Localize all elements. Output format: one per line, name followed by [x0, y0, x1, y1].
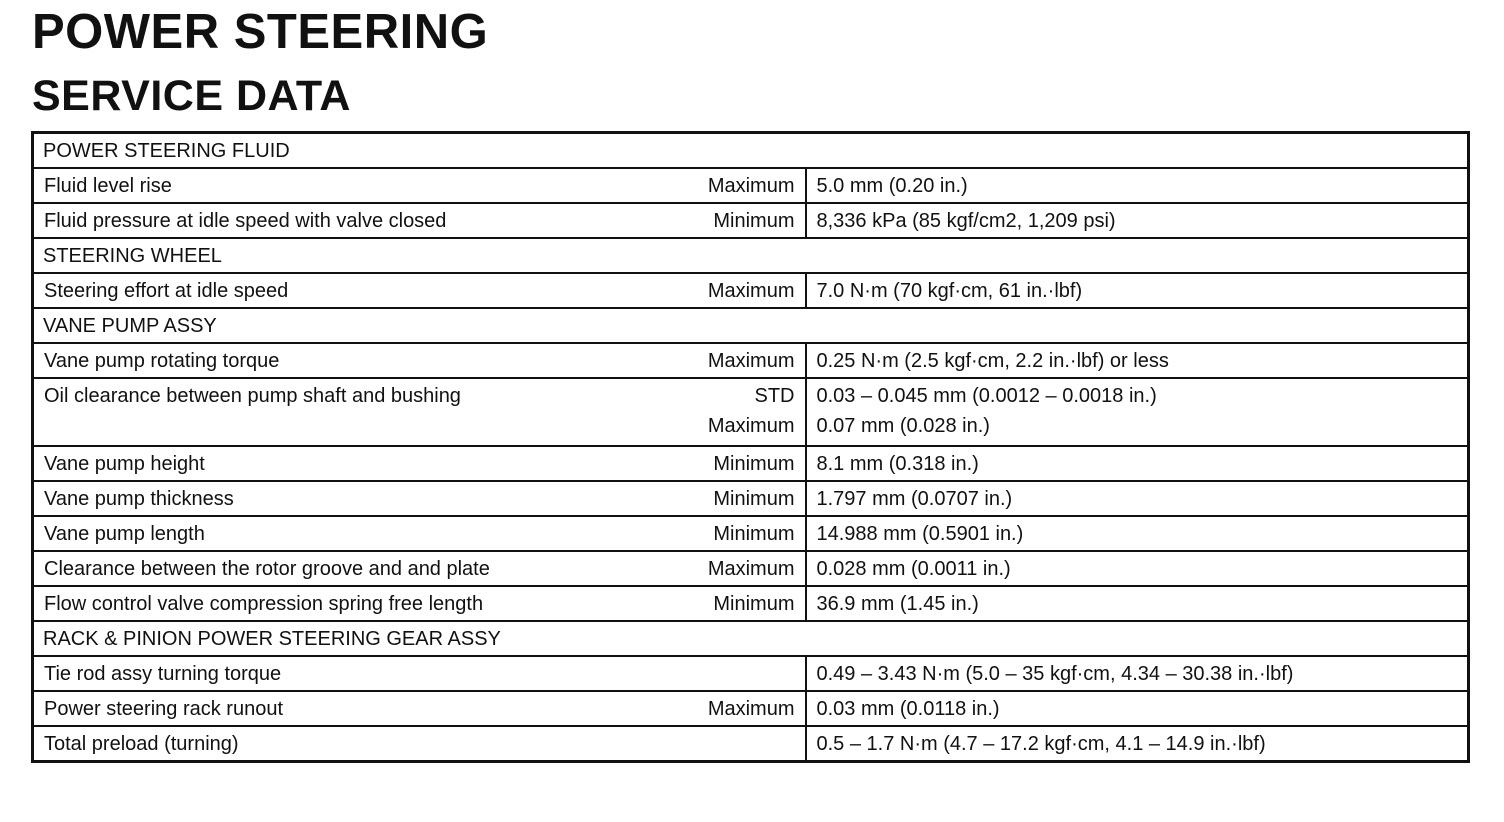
table-row — [33, 446, 1469, 481]
item-label: Vane pump rotating torque — [33, 343, 663, 378]
item-label: Steering effort at idle speed — [33, 273, 663, 308]
section-header-row — [33, 621, 1469, 656]
item-label: Vane pump height — [33, 446, 663, 481]
spec-value: 0.03 mm (0.0118 in.) — [806, 691, 1469, 726]
table-row — [33, 203, 1469, 238]
condition-label — [663, 726, 806, 762]
item-label: Total preload (turning) — [33, 726, 663, 762]
item-label: Flow control valve compression spring free length — [33, 586, 663, 621]
table-row — [33, 343, 1469, 378]
spec-value: 0.07 mm (0.028 in.) — [816, 415, 990, 437]
spec-value: 0.03 – 0.045 mm (0.0012 – 0.0018 in.) — [816, 385, 1157, 407]
condition-label: Maximum — [663, 273, 806, 308]
condition-label: Maximum — [663, 691, 806, 726]
spec-value: 0.49 – 3.43 N·m (5.0 – 35 kgf·cm, 4.34 – 30.38 in.·lbf) — [806, 656, 1469, 691]
condition-label: Minimum — [663, 516, 806, 551]
condition-label: Minimum — [663, 203, 806, 238]
section-header: POWER STEERING FLUID — [33, 133, 1469, 169]
table-row — [33, 656, 1469, 691]
section-header: STEERING WHEEL — [33, 238, 1469, 273]
condition-label: STD — [754, 385, 795, 407]
table-row — [33, 378, 1469, 446]
spec-value-stack — [806, 378, 1469, 446]
section-header-row — [33, 308, 1469, 343]
spec-value: 1.797 mm (0.0707 in.) — [806, 481, 1469, 516]
item-label: Clearance between the rotor groove and and plate — [33, 551, 663, 586]
item-label: Power steering rack runout — [33, 691, 663, 726]
table-row — [33, 516, 1469, 551]
item-label: Fluid level rise — [33, 168, 663, 203]
section-header: VANE PUMP ASSY — [33, 308, 1469, 343]
item-label: Fluid pressure at idle speed with valve closed — [33, 203, 663, 238]
table-row — [33, 273, 1469, 308]
spec-value: 0.028 mm (0.0011 in.) — [806, 551, 1469, 586]
item-label: Vane pump thickness — [33, 481, 663, 516]
spec-value: 36.9 mm (1.45 in.) — [806, 586, 1469, 621]
section-header: RACK & PINION POWER STEERING GEAR ASSY — [33, 621, 1469, 656]
table-row — [33, 586, 1469, 621]
spec-value: 0.5 – 1.7 N·m (4.7 – 17.2 kgf·cm, 4.1 – 14.9 in.·lbf) — [806, 726, 1469, 762]
spec-value: 0.25 N·m (2.5 kgf·cm, 2.2 in.·lbf) or less — [806, 343, 1469, 378]
condition-label: Maximum — [707, 415, 795, 437]
table-row — [33, 726, 1469, 762]
table-row — [33, 481, 1469, 516]
service-data-table — [31, 131, 1470, 763]
page-title: POWER STEERING — [32, 5, 489, 59]
item-label: Tie rod assy turning torque — [33, 656, 663, 691]
item-label: Oil clearance between pump shaft and bushing — [33, 378, 663, 446]
section-header-row — [33, 133, 1469, 169]
condition-label: Minimum — [663, 481, 806, 516]
table-row — [33, 691, 1469, 726]
spec-value: 8,336 kPa (85 kgf/cm2, 1,209 psi) — [806, 203, 1469, 238]
spec-value: 14.988 mm (0.5901 in.) — [806, 516, 1469, 551]
spec-value: 7.0 N·m (70 kgf·cm, 61 in.·lbf) — [806, 273, 1469, 308]
table-row — [33, 551, 1469, 586]
condition-label: Maximum — [663, 343, 806, 378]
condition-label: Minimum — [663, 586, 806, 621]
spec-value: 8.1 mm (0.318 in.) — [806, 446, 1469, 481]
page-subtitle: SERVICE DATA — [32, 72, 351, 120]
condition-label: Maximum — [663, 168, 806, 203]
item-label: Vane pump length — [33, 516, 663, 551]
spec-value: 5.0 mm (0.20 in.) — [806, 168, 1469, 203]
table-row — [33, 168, 1469, 203]
section-header-row — [33, 238, 1469, 273]
condition-label-stack — [663, 378, 806, 446]
condition-label — [663, 656, 806, 691]
condition-label: Minimum — [663, 446, 806, 481]
condition-label: Maximum — [663, 551, 806, 586]
